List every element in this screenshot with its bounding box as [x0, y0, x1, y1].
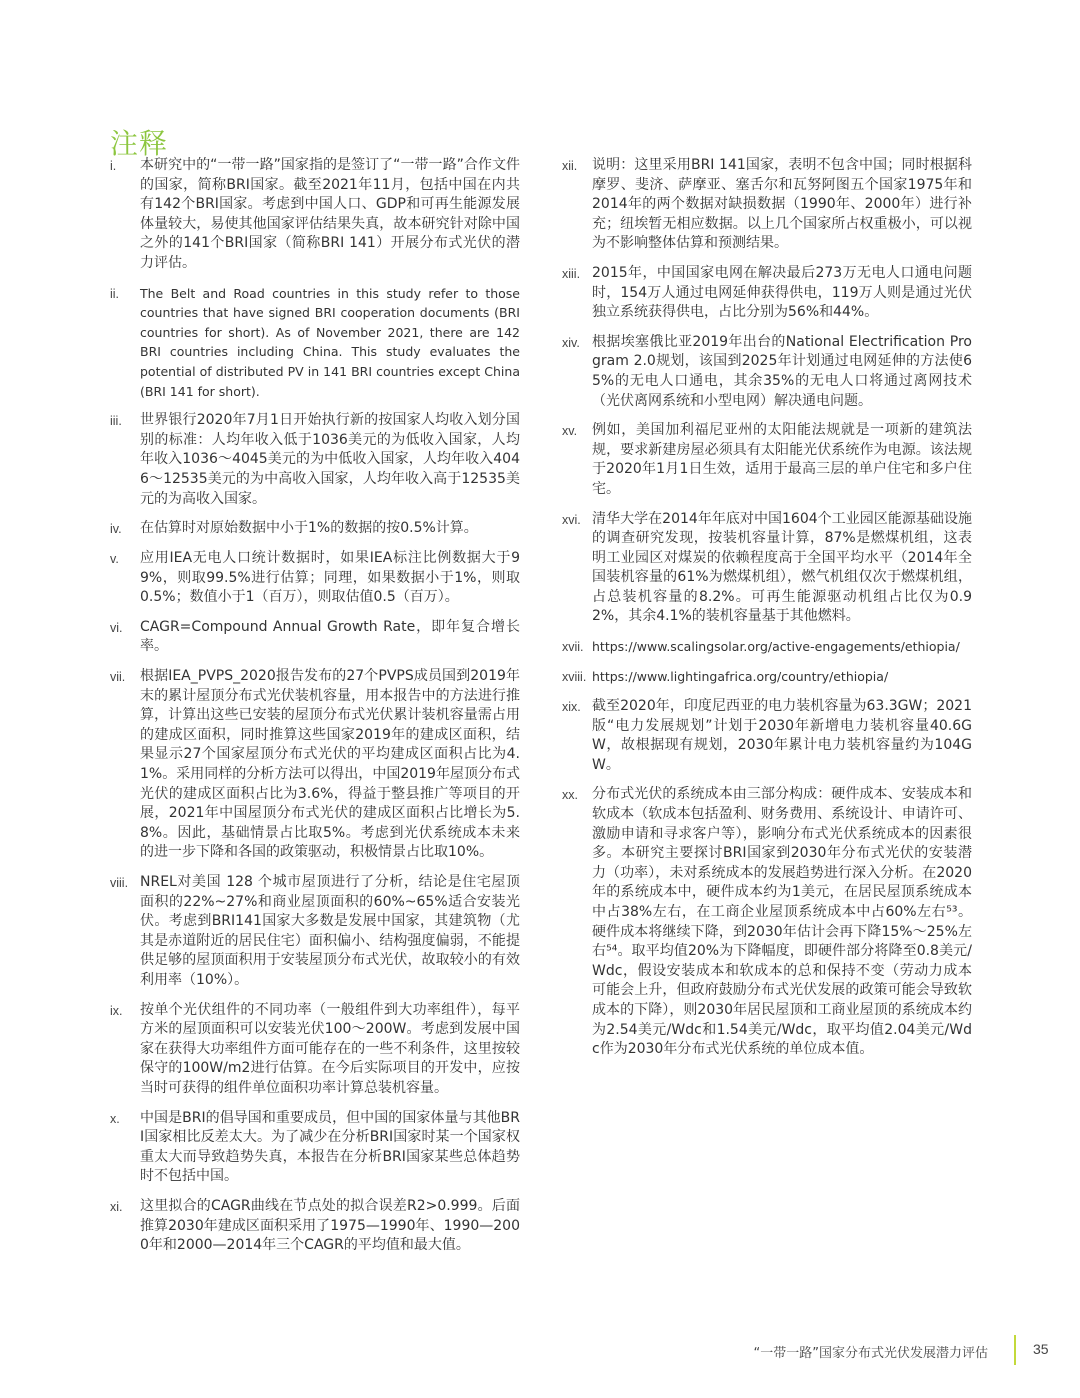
page-title: 注释 [110, 126, 169, 160]
page-number: 35 [1033, 1341, 1049, 1357]
note-text: 本研究中的“一带一路”国家指的是签订了“一带一路”合作文件的国家，简称BRI国家。截至2021年11月，包括中国在内共有142个BRI国家。考虑到中国人口、GDP和可再生能源发展体量较大，易使其他国家评估结果失真，故本研究针对除中国之外的141个BRI国家（简称BRI 141）开展分布式光伏的潜力评估。 [140, 157, 520, 271]
note-text: 中国是BRI的倡导国和重要成员，但中国的国家体量与其他BRI国家相比反差太大。为了减少在分析BRI国家时某一个国家权重太大而导致趋势失真，本报告在分析BRI国家某些总体趋势时不包括中国。 [140, 1109, 520, 1185]
note-text: 根据IEA_PVPS_2020报告发布的27个PVPS成员国到2019年末的累计屋顶分布式光伏装机容量，用本报告中的方法进行推算，计算出这些已安装的屋顶分布式光伏累计装机容量需占用的建成区面积，同时推算这些国家2019年的建成区面积，结果显示27个国家屋顶分布式光伏的平均建成区面积占比为4.1%。采用同样的分析方法可以得出，中国2019年屋顶分布式光伏的建成区面积占比为3.6%，得益于整县推广等项目的开展，2021年中国屋顶分布式光伏的建成区面积占比增长为5.8%。因此，基础情景占比取5%。考虑到光伏系统成本未来的进一步下降和各国的政策驱动，积极情景占比取10%。 [140, 668, 520, 861]
note-text: 根据埃塞俄比亚2019年出台的National Electrification Program 2.0规划，该国到2025年计划通过电网延伸的方法使65%的无电人口通电，其余35%的无电人口将通过离网技术（光伏离网系统和小型电网）解决通电问题。 [592, 333, 972, 409]
note-link[interactable]: https://www.scalingsolar.org/active-engagements/ethiopia/ [592, 639, 960, 655]
note-item [562, 156, 972, 254]
footer-report-title: “一带一路”国家分布式光伏发展潜力评估 [753, 1346, 988, 1361]
note-item [110, 519, 520, 539]
note-item [110, 1109, 520, 1187]
note-number: iv. [110, 522, 122, 537]
notes-column-left [110, 156, 520, 1266]
note-number: ii. [110, 286, 120, 301]
note-number: x. [110, 1111, 120, 1126]
note-item [110, 618, 520, 657]
note-number: xiii. [562, 266, 581, 281]
note-item [110, 284, 520, 402]
note-item [110, 1001, 520, 1099]
note-text: 说明：这里采用BRI 141国家，表明不包含中国；同时根据科摩罗、斐济、萨摩亚、塞舌尔和瓦努阿图五个国家1975年和2014年的两个数据对缺损数据（1990年、2000年）进行补充；纽埃暂无相应数据。以上几个国家所占权重极小，可以视为不影响整体估算和预测结果。 [592, 157, 972, 252]
note-number: xii. [562, 159, 578, 173]
note-item [562, 637, 972, 657]
note-text: 分布式光伏的系统成本由三部分构成：硬件成本、安装成本和软成本（软成本包括盈利、财务费用、系统设计、申请许可、激励申请和寻求客户等），影响分布式光伏系统成本的因素很多。本研究主要探讨BRI国家到2030年分布式光伏的安装潜力（功率），未对系统成本的发展趋势进行深入分析。在2020年的系统成本中，硬件成本约为1美元，在居民屋顶系统成本中占38%左右，在工商企业屋顶系统成本中占60%左右⁵³。硬件成本将继续下降，到2030年估计会再下降15%～25%左右⁵⁴。取平均值20%为下降幅度，即硬件部分将降至0.8美元/Wdc，假设安装成本和软成本的总和保持不变（劳动力成本可能会上升，但政府鼓励分布式光伏发展的政策可能会导致软成本的下降），则2030年居民屋顶和工商业屋顶的系统成本约为2.54美元/Wdc和1.54美元/Wdc，取平均值2.04美元/Wdc作为2030年分布式光伏系统的单位成本值。 [592, 786, 972, 1058]
note-item [110, 667, 520, 863]
note-number: xiv. [562, 335, 580, 350]
note-item [562, 333, 972, 411]
note-text: 按单个光伏组件的不同功率（一般组件到大功率组件），每平方米的屋顶面积可以安装光伏100～200W。考虑到发展中国家在获得大功率组件方面可能存在的一些不利条件，这里按较保守的100W/m2进行估算。在今后实际项目的开发中，应按当时可获得的组件单位面积功率计算总装机容量。 [140, 1001, 520, 1096]
note-text: 截至2020年，印度尼西亚的电力装机容量为63.3GW；2021版“电力发展规划”计划于2030年新增电力装机容量40.6GW，故根据现有规划，2030年累计电力装机容量约为104GW。 [592, 698, 972, 773]
note-item [110, 1197, 520, 1256]
note-text: The Belt and Road countries in this study refer to those countries that have signed BRI cooperation documents (BRI countries for short). As of November 2021, there are 142 BRI countries including China. This study evaluates the potential of distributed PV in 141 BRI countries except China (BRI 141 for short). [140, 285, 520, 399]
note-text: 应用IEA无电人口统计数据时，如果IEA标注比例数据大于99%，则取99.5%进行估算；同理，如果数据小于1%，则取0.5%；数值小于1（百万），则取估值0.5（百万）。 [140, 550, 520, 606]
note-number: iii. [110, 414, 122, 429]
note-number: xvii. [562, 640, 584, 655]
note-number: vi. [110, 620, 123, 635]
note-text: 清华大学在2014年年底对中国1604个工业园区能源基础设施的调查研究发现，按装机容量计算，87%是燃煤机组，这表明工业园区对煤炭的依赖程度高于全国平均水平（2014年全国装机容量的61%为燃煤机组），燃气机组仅次于燃煤机组，占总装机容量的8.2%。可再生能源驱动机组占比仅为0.92%，其余4.1%的装机容量基于其他燃料。 [592, 510, 972, 625]
note-item [562, 697, 972, 775]
note-number: xvi. [562, 512, 581, 527]
note-number: i. [110, 159, 117, 173]
note-number: vii. [110, 670, 126, 685]
note-item [110, 873, 520, 991]
note-text: 世界银行2020年7月1日开始执行新的按国家人均收入划分国别的标准：人均年收入低于1036美元的为低收入国家，人均年收入1036～4045美元的为中低收入国家，人均年收入4046～12535美元的为中高收入国家，人均年收入高于12535美元的为高收入国家。 [140, 412, 520, 507]
note-item [562, 264, 972, 323]
note-item [562, 421, 972, 499]
note-item [110, 156, 520, 274]
note-number: xix. [562, 700, 581, 715]
note-link[interactable]: https://www.lightingafrica.org/country/ethiopia/ [592, 669, 889, 685]
footer-divider [1014, 1335, 1016, 1365]
note-item [110, 411, 520, 509]
note-number: viii. [110, 876, 129, 890]
note-number: v. [110, 552, 119, 567]
note-text: 例如，美国加利福尼亚州的太阳能法规就是一项新的建筑法规，要求新建房屋必须具有太阳能光伏系统作为电源。该法规于2020年1月1日生效，适用于最高三层的单户住宅和多户住宅。 [592, 422, 972, 497]
note-number: xx. [562, 788, 578, 803]
note-text: 在估算时对原始数据中小于1%的数据的按0.5%计算。 [140, 520, 478, 537]
note-number: xv. [562, 424, 578, 439]
note-number: xviii. [562, 670, 587, 685]
note-item [110, 549, 520, 608]
note-number: ix. [110, 1003, 123, 1018]
note-text: NREL对美国 128 个城市屋顶进行了分析，结论是住宅屋顶面积的22%~27%和商业屋顶面积的60%~65%适合安装光伏。考虑到BRI141国家大多数是发展中国家，其建筑物（尤其是赤道附近的居民住宅）面积偏小、结构强度偏弱，不能提供足够的屋顶面积用于安装屋顶分布式光伏，故取较小的有效利用率（10%）。 [140, 874, 520, 988]
note-number: xi. [110, 1199, 123, 1214]
note-item [562, 667, 972, 687]
note-text: 2015年，中国国家电网在解决最后273万无电人口通电问题时，154万人通过电网延伸获得供电，119万人则是通过光伏独立系统获得供电，占比分别为56%和44%。 [592, 264, 972, 321]
notes-column-right [562, 156, 972, 1070]
note-text: 这里拟合的CAGR曲线在节点处的拟合误差R2>0.999。后面推算2030年建成区面积采用了1975—1990年、1990—2000年和2000—2014年三个CAGR的平均值和最大值。 [140, 1197, 520, 1254]
note-item [562, 785, 972, 1059]
note-item [562, 510, 972, 628]
note-text: CAGR=Compound Annual Growth Rate，即年复合增长率。 [140, 618, 520, 655]
